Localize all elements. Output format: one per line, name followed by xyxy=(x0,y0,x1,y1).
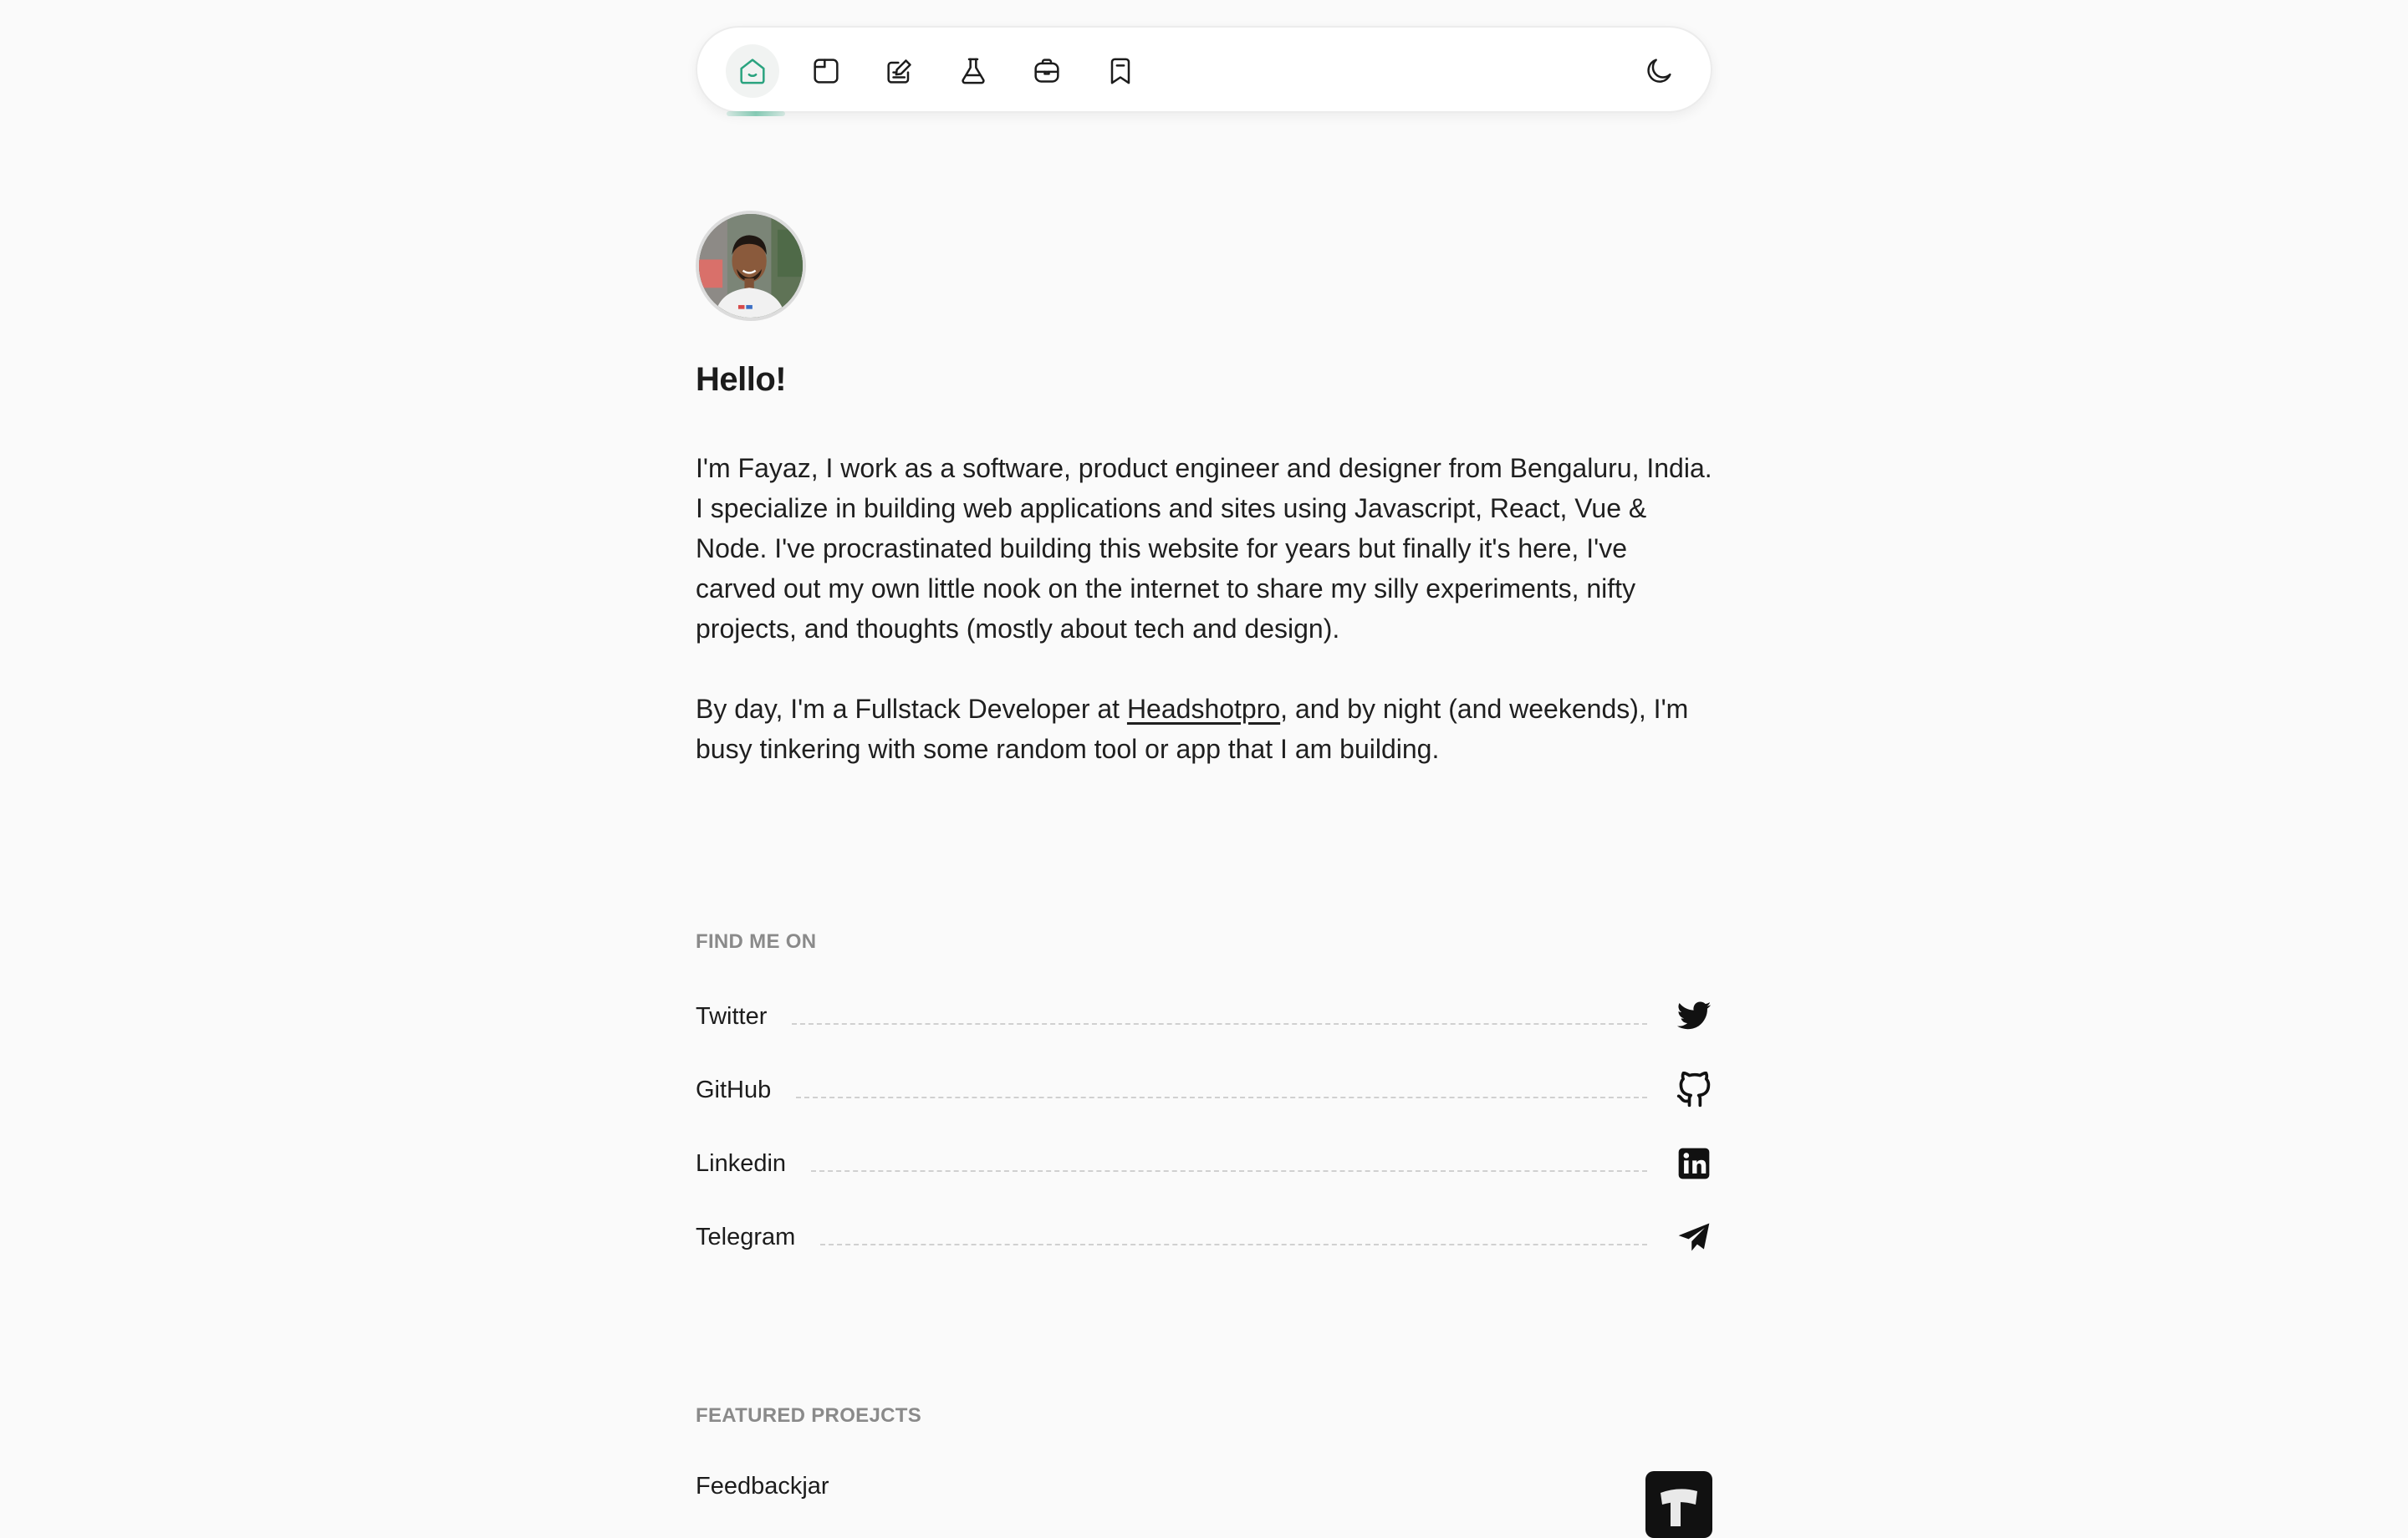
intro-paragraph: I'm Fayaz, I work as a software, product engineer and designer from Bengaluru, India. I specialize in building web applications and sites using Javascript, React, Vue & Node. I've procrastinated building this website for years but finally it's here, I've carved out my own little nook on the internet to share my silly experiments, nifty projects, and thoughts (mostly about tech and design). xyxy=(696,453,1712,644)
project-feedbackjar[interactable]: Feedbackjar xyxy=(696,1473,829,1500)
edit-note-icon xyxy=(883,54,916,88)
featured-projects-heading: FEATURED PROEJCTS xyxy=(696,1404,922,1427)
telegram-icon xyxy=(1676,1219,1712,1255)
work-paragraph-start: By day, I'm a Fullstack Developer at xyxy=(696,694,1127,724)
social-links xyxy=(696,980,1712,1274)
avatar xyxy=(696,211,806,321)
work-paragraph-end: , and by night (and weekends), I'm busy tinkering with some random tool or app that I am building. xyxy=(696,694,1689,764)
bookmark-icon xyxy=(1104,54,1137,88)
headshotpro-link[interactable]: Headshotpro xyxy=(1126,694,1281,724)
nav-notebook-button[interactable] xyxy=(799,44,853,98)
theme-toggle-button[interactable] xyxy=(1632,44,1686,98)
social-link-github[interactable] xyxy=(696,1053,1712,1127)
avatar-photo xyxy=(699,214,803,318)
find-me-heading: FIND ME ON xyxy=(696,930,817,953)
moon-icon xyxy=(1642,54,1676,88)
nav-writing-button[interactable] xyxy=(873,44,926,98)
social-link-twitter[interactable] xyxy=(696,980,1712,1053)
notebook-icon xyxy=(809,54,843,88)
home-icon xyxy=(736,54,769,88)
active-indicator xyxy=(727,111,785,116)
work-paragraph xyxy=(696,689,1712,769)
project-logo[interactable] xyxy=(1645,1471,1712,1538)
social-link-linkedin[interactable] xyxy=(696,1127,1712,1200)
page-title: Hello! xyxy=(696,361,787,398)
linkedin-icon xyxy=(1676,1145,1712,1182)
dotted-divider xyxy=(796,1097,1647,1098)
social-link-label: Telegram xyxy=(696,1223,796,1250)
dotted-divider xyxy=(811,1170,1647,1172)
flask-icon xyxy=(957,54,990,88)
nav-lab-button[interactable] xyxy=(946,44,1000,98)
twitter-icon xyxy=(1676,998,1712,1035)
dotted-divider xyxy=(820,1244,1647,1245)
dotted-divider xyxy=(792,1023,1647,1025)
social-link-label: Twitter xyxy=(696,1002,768,1030)
nav-home-button[interactable] xyxy=(726,44,779,98)
social-link-telegram[interactable] xyxy=(696,1200,1712,1274)
top-nav xyxy=(696,26,1712,113)
nav-work-button[interactable] xyxy=(1020,44,1074,98)
jar-icon xyxy=(1645,1471,1712,1538)
briefcase-icon xyxy=(1030,54,1064,88)
nav-bookmarks-button[interactable] xyxy=(1094,44,1147,98)
social-link-label: GitHub xyxy=(696,1076,772,1103)
github-icon xyxy=(1676,1072,1712,1108)
social-link-label: Linkedin xyxy=(696,1149,787,1177)
